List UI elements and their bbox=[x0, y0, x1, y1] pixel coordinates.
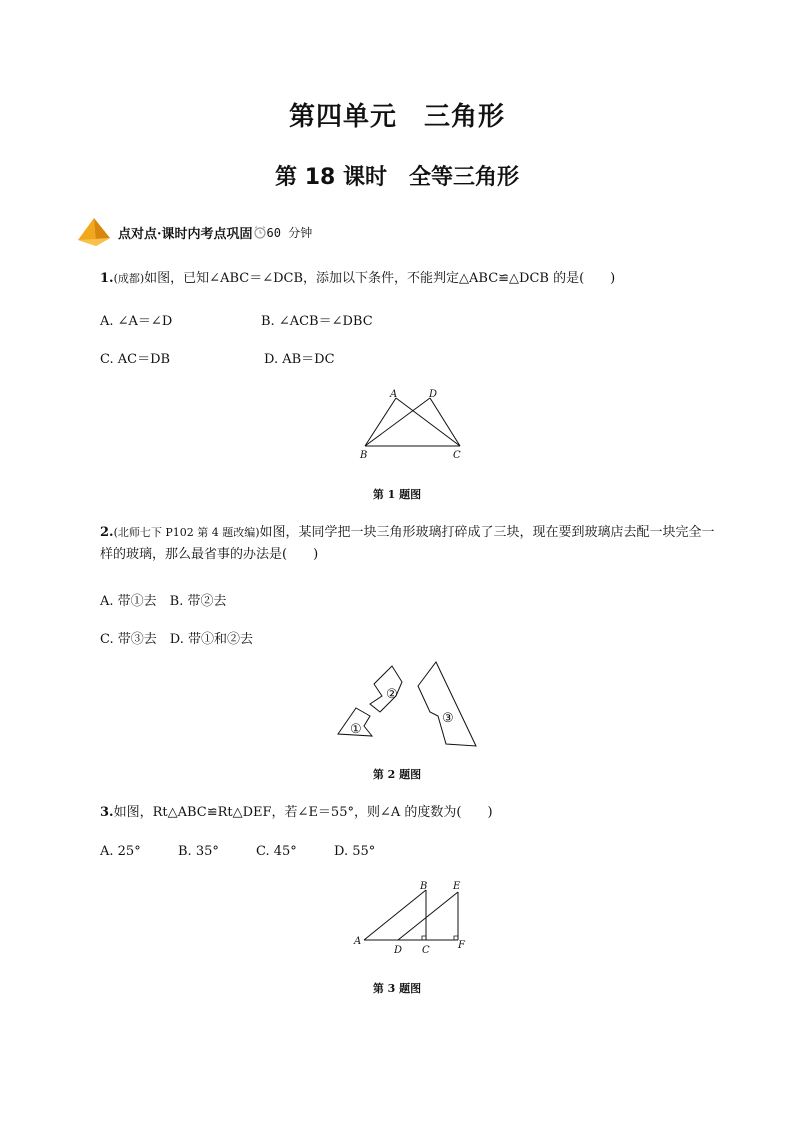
question-number: 1. bbox=[100, 271, 114, 286]
option-a: A. 25° bbox=[100, 844, 141, 859]
label-piece-2: ② bbox=[386, 687, 398, 702]
lesson-title: 第 18 课时 全等三角形 bbox=[275, 165, 519, 190]
label-a: A bbox=[390, 389, 398, 400]
question-3 bbox=[100, 802, 740, 824]
option-c: C. AC＝DB bbox=[100, 352, 171, 367]
figure-2-caption: 第 2 题图 bbox=[372, 768, 422, 781]
unit-title: 第四单元 三角形 bbox=[288, 102, 505, 132]
question-1 bbox=[100, 268, 740, 290]
question-stem: 如图，某同学把一块三角形玻璃打碎成了三块，现在要到玻璃店去配一块完全一样的玻璃，那么最省事的办法是( ) bbox=[100, 525, 715, 562]
figure-1-caption: 第 1 题图 bbox=[372, 488, 422, 501]
label-b: B bbox=[420, 881, 428, 892]
section-header bbox=[76, 214, 312, 250]
section-label: 点对点·课时内考点巩固 bbox=[118, 226, 253, 242]
option-b: B. ∠ACB＝∠DBC bbox=[261, 314, 373, 329]
figure-2 bbox=[330, 656, 490, 752]
question-source: (北师七下 P102 第 4 题改编) bbox=[113, 526, 260, 539]
label-piece-1: ① bbox=[350, 722, 362, 737]
option-d: D. AB＝DC bbox=[264, 352, 335, 367]
options-row-1: A. 带①去 B. 带②去 bbox=[100, 594, 227, 609]
label-b: B bbox=[360, 450, 368, 461]
question-2 bbox=[100, 522, 720, 566]
option-a: A. ∠A＝∠D bbox=[100, 314, 173, 329]
clock-icon bbox=[253, 225, 267, 239]
question-source: (成都) bbox=[113, 272, 145, 285]
question-number: 3. bbox=[100, 805, 114, 820]
label-a: A bbox=[354, 936, 362, 947]
label-piece-3: ③ bbox=[442, 711, 454, 726]
options-row-2: C. 带③去 D. 带①和②去 bbox=[100, 632, 253, 647]
label-d: D bbox=[429, 389, 438, 400]
question-stem: 如图，Rt△ABC≌Rt△DEF，若∠E＝55°，则∠A 的度数为( ) bbox=[113, 805, 493, 820]
question-number: 2. bbox=[100, 525, 114, 540]
label-f: F bbox=[458, 940, 465, 951]
figure-1 bbox=[350, 386, 470, 466]
option-d: D. 55° bbox=[334, 844, 376, 859]
section-time: 60 分钟 bbox=[266, 225, 313, 240]
label-c: C bbox=[422, 945, 430, 956]
label-d: D bbox=[394, 945, 403, 956]
option-b: B. 35° bbox=[178, 844, 219, 859]
question-stem: 如图，已知∠ABC＝∠DCB，添加以下条件，不能判定△ABC≌△DCB 的是( ) bbox=[144, 271, 616, 286]
option-c: C. 45° bbox=[256, 844, 297, 859]
label-c: C bbox=[453, 450, 461, 461]
label-e: E bbox=[453, 881, 461, 892]
pyramid-icon bbox=[76, 216, 112, 248]
figure-3 bbox=[350, 878, 480, 958]
figure-3-caption: 第 3 题图 bbox=[372, 982, 422, 995]
